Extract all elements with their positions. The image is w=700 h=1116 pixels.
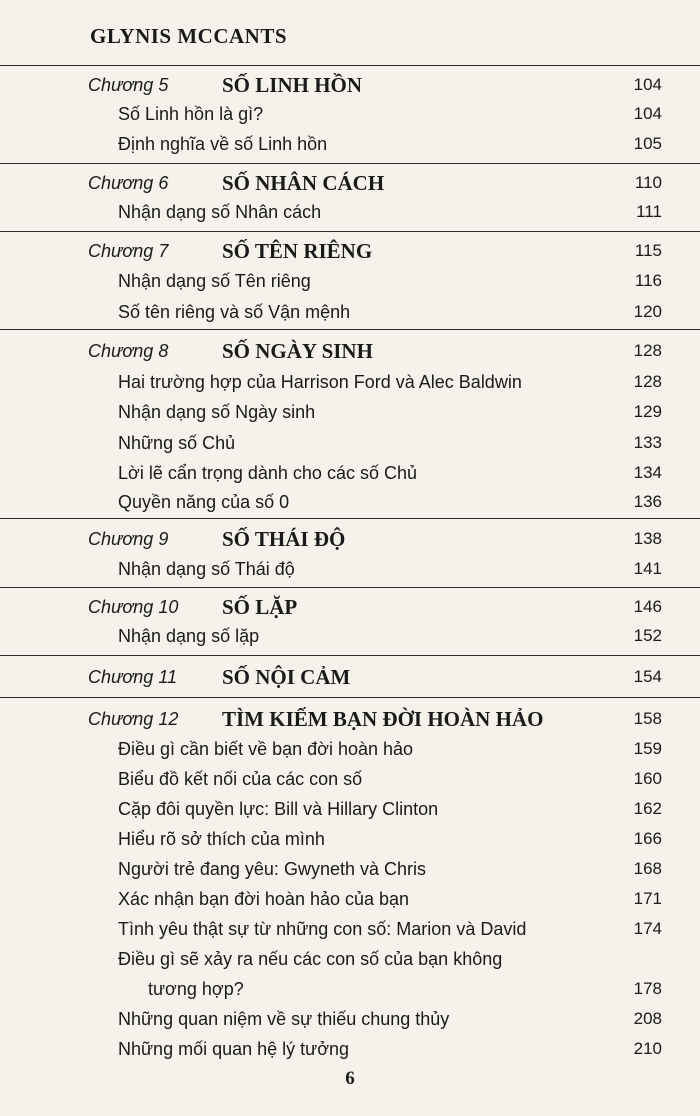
chapter-5 <box>0 65 700 154</box>
entry-title: Người trẻ đang yêu: Gwyneth và Chris <box>118 859 426 879</box>
entry-title: Nhận dạng số Thái độ <box>118 559 295 579</box>
chapter-heading-row <box>0 336 700 366</box>
page-number: 115 <box>634 241 662 260</box>
page-number: 111 <box>636 202 662 221</box>
chapter-label: Chương 11 <box>88 667 178 687</box>
page-number: 104 <box>633 104 662 123</box>
page-number: 158 <box>633 709 662 728</box>
page-number: 141 <box>633 559 662 578</box>
running-header: GLYNIS MCCANTS <box>90 24 288 48</box>
page-number: 171 <box>633 889 662 908</box>
entry-title: Biểu đồ kết nối của các con số <box>118 769 363 789</box>
page-number: 154 <box>633 667 662 686</box>
chapter-title: SỐ LINH HỒN <box>222 73 363 97</box>
page-number: 146 <box>633 597 662 616</box>
entry-title: Số tên riêng và số Vận mệnh <box>118 302 351 322</box>
entry-title: Quyền năng của số 0 <box>118 492 290 512</box>
entry-title <box>118 944 598 1004</box>
page-number: 174 <box>633 919 662 938</box>
entry-title: Những số Chủ <box>118 433 236 453</box>
page-number: 166 <box>633 829 662 848</box>
entry-title: Số Linh hồn là gì? <box>118 104 264 124</box>
chapter-label: Chương 8 <box>88 341 169 361</box>
chapter-heading-row <box>0 236 700 266</box>
chapter-title: TÌM KIẾM BẠN ĐỜI HOÀN HẢO <box>222 707 544 731</box>
page-number: 110 <box>634 173 662 192</box>
toc-entry <box>0 944 700 1004</box>
page-number: 162 <box>633 799 662 818</box>
chapter-title: SỐ TÊN RIÊNG <box>222 239 373 263</box>
entry-title: Xác nhận bạn đời hoàn hảo của bạn <box>118 889 410 909</box>
entry-title: Lời lẽ cẩn trọng dành cho các số Chủ <box>118 463 417 483</box>
entry-title: Điều gì cần biết về bạn đời hoàn hảo <box>118 739 414 759</box>
chapter-heading-row <box>0 524 700 554</box>
entry-title-line-2: tương hợp? <box>148 979 244 999</box>
chapter-heading-row <box>0 70 700 100</box>
page-number: 129 <box>633 402 662 421</box>
chapter-label: Chương 9 <box>88 529 169 549</box>
chapter-label: Chương 5 <box>88 75 169 95</box>
entry-title: Nhận dạng số Nhân cách <box>118 202 322 222</box>
page-number: 128 <box>633 341 662 360</box>
chapter-10 <box>0 587 700 646</box>
page-number: 178 <box>633 979 662 998</box>
entry-title: Nhận dạng số Ngày sinh <box>118 402 316 422</box>
page-number: 104 <box>633 75 662 94</box>
chapter-title: SỐ LẶP <box>222 595 298 619</box>
page-number: 128 <box>633 372 662 391</box>
chapter-heading-row <box>0 168 700 198</box>
entry-title: Tình yêu thật sự từ những con số: Marion và David <box>118 919 527 939</box>
page-number: 168 <box>633 859 662 878</box>
chapter-label: Chương 12 <box>88 709 179 729</box>
page-number: 138 <box>633 529 662 548</box>
chapter-label: Chương 7 <box>88 241 169 261</box>
chapter-title: SỐ NGÀY SINH <box>222 339 373 363</box>
entry-title: Cặp đôi quyền lực: Bill và Hillary Clinton <box>118 799 439 819</box>
chapter-title: SỐ NỘI CẢM <box>222 665 351 689</box>
chapter-label: Chương 10 <box>88 597 179 617</box>
chapter-12 <box>0 697 700 1059</box>
entry-title: Nhận dạng số lặp <box>118 626 260 646</box>
chapter-title: SỐ NHÂN CÁCH <box>222 171 385 195</box>
entry-title-line-1: Điều gì sẽ xảy ra nếu các con số của bạn không <box>118 949 503 969</box>
chapter-9 <box>0 518 700 579</box>
chapter-6 <box>0 163 700 222</box>
page-number: 152 <box>633 626 662 645</box>
chapter-8 <box>0 329 700 512</box>
entry-title: Những mối quan hệ lý tưởng <box>118 1039 350 1059</box>
chapter-label: Chương 6 <box>88 173 169 193</box>
entry-title: Định nghĩa về số Linh hồn <box>118 134 328 154</box>
entry-title: Nhận dạng số Tên riêng <box>118 271 311 291</box>
chapter-heading-row <box>0 704 700 734</box>
page-number: 159 <box>633 739 662 758</box>
folio-page-number: 6 <box>345 1068 355 1089</box>
page-number: 105 <box>633 134 662 153</box>
entry-title: Những quan niệm về sự thiếu chung thủy <box>118 1009 450 1029</box>
entry-title: Hai trường hợp của Harrison Ford và Alec Baldwin <box>118 372 522 392</box>
page-number: 116 <box>634 271 662 290</box>
chapter-heading-row <box>0 662 700 692</box>
page-number: 210 <box>633 1039 662 1058</box>
chapter-title: SỐ THÁI ĐỘ <box>222 527 346 551</box>
page-number: 133 <box>633 433 662 452</box>
page-number: 160 <box>633 769 662 788</box>
entry-title: Hiểu rõ sở thích của mình <box>118 829 325 849</box>
page-number: 208 <box>633 1009 662 1028</box>
page-number: 134 <box>633 463 662 482</box>
page-number: 136 <box>633 492 662 511</box>
chapter-11 <box>0 655 700 689</box>
page-number: 120 <box>633 302 662 321</box>
chapter-heading-row <box>0 592 700 622</box>
chapter-7 <box>0 231 700 322</box>
